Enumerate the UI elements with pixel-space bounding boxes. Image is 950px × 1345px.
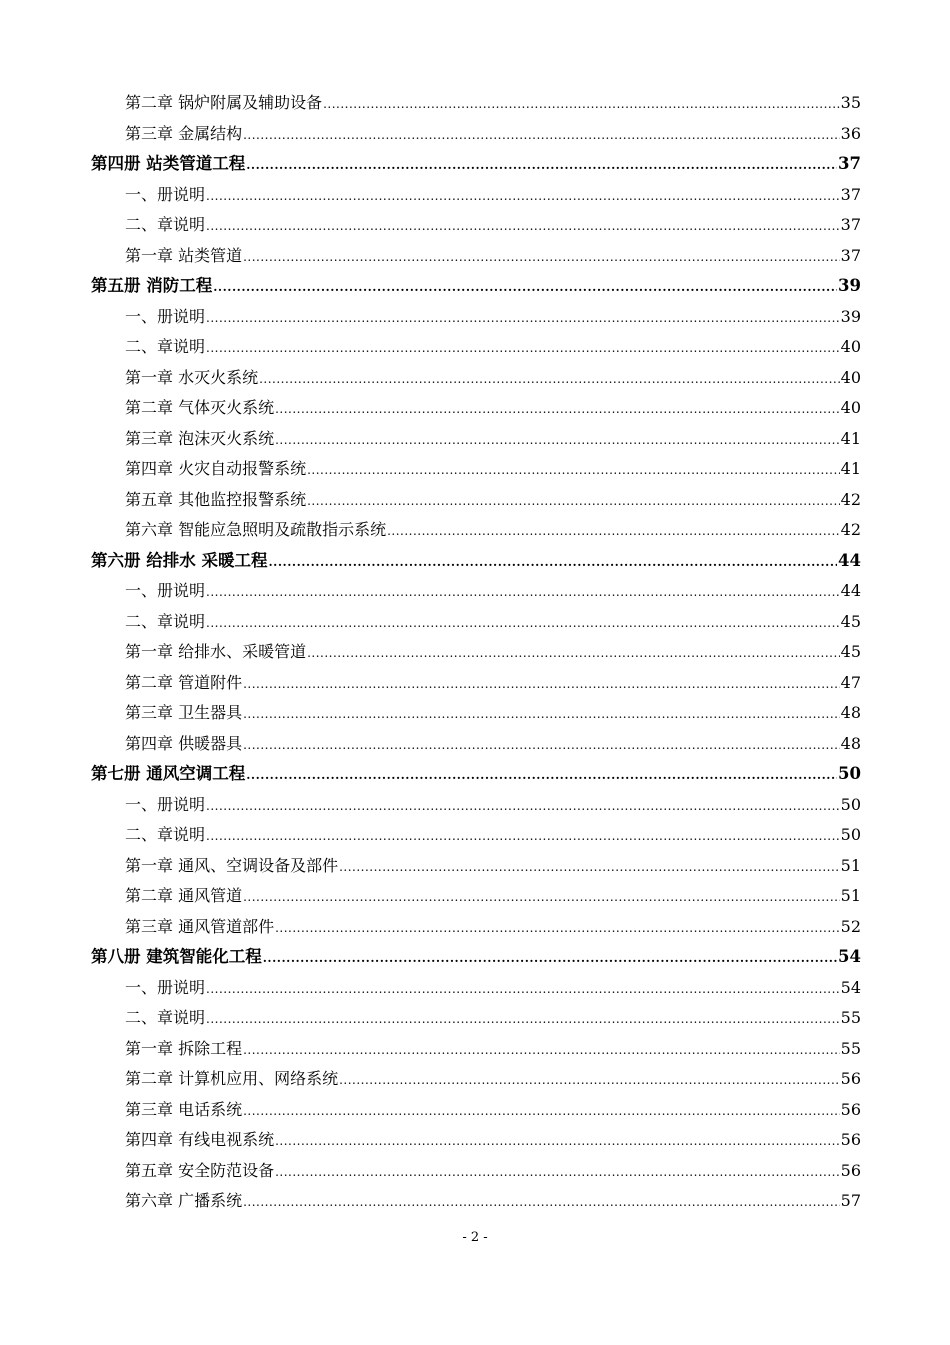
toc-entry-title: 第四章 供暖器具 [125, 733, 243, 753]
toc-dot-leader [246, 150, 837, 181]
toc-chapter-entry[interactable] [0, 729, 861, 760]
toc-chapter-entry[interactable] [0, 1125, 861, 1156]
toc-dot-leader [307, 486, 840, 517]
toc-chapter-entry[interactable] [0, 485, 861, 516]
toc-chapter-entry[interactable] [0, 698, 861, 729]
toc-entry-page: 51 [840, 886, 861, 905]
toc-entry-page: 40 [840, 337, 861, 356]
toc-chapter-entry[interactable] [0, 363, 861, 394]
toc-entry-page: 57 [840, 1191, 861, 1210]
toc-chapter-entry[interactable] [0, 637, 861, 668]
toc-dot-leader [206, 303, 840, 334]
toc-dot-leader [206, 821, 840, 852]
toc-chapter-entry[interactable] [0, 210, 861, 241]
toc-chapter-entry[interactable] [0, 576, 861, 607]
toc-entry-page: 48 [840, 733, 861, 753]
toc-dot-leader [263, 943, 837, 974]
toc-dot-leader [213, 272, 837, 303]
toc-chapter-entry[interactable] [0, 302, 861, 333]
toc-dot-leader [243, 699, 840, 730]
toc-chapter-entry[interactable] [0, 180, 861, 211]
toc-dot-leader [206, 974, 840, 1005]
toc-dot-leader [243, 669, 840, 700]
toc-dot-leader [243, 1187, 840, 1218]
toc-entry-page: 48 [840, 703, 861, 722]
toc-dot-leader [243, 882, 840, 913]
toc-chapter-entry[interactable] [0, 668, 861, 699]
toc-chapter-entry[interactable] [0, 820, 861, 851]
toc-entry-page: 41 [840, 459, 861, 478]
toc-entry-page: 50 [840, 825, 861, 844]
toc-entry-title: 二、章说明 [125, 1008, 206, 1027]
toc-chapter-entry[interactable] [0, 790, 861, 821]
toc-dot-leader [243, 730, 840, 761]
toc-entry-title: 第三章 通风管道部件 [125, 916, 275, 936]
toc-entry-page: 52 [840, 916, 861, 936]
toc-entry-title: 第七册 通风空调工程 [91, 764, 246, 783]
toc-entry-page: 37 [840, 215, 861, 234]
toc-chapter-entry[interactable] [0, 973, 861, 1004]
toc-entry-page: 56 [840, 1069, 861, 1088]
toc-entry-page: 42 [840, 520, 861, 539]
toc-entry-title: 第二章 计算机应用、网络系统 [125, 1069, 339, 1088]
toc-entry-page: 35 [840, 93, 861, 112]
toc-dot-leader [339, 852, 840, 883]
toc-dot-leader [206, 333, 840, 364]
toc-chapter-entry[interactable] [0, 851, 861, 882]
toc-entry-page: 47 [840, 672, 861, 692]
toc-entry-title: 一、册说明 [125, 794, 206, 814]
toc-dot-leader [307, 455, 840, 486]
toc-entry-page: 55 [840, 1008, 861, 1027]
toc-dot-leader [323, 89, 840, 120]
toc-dot-leader [206, 211, 840, 242]
toc-dot-leader [387, 516, 840, 547]
toc-entry-page: 51 [840, 855, 861, 875]
toc-dot-leader [259, 364, 840, 395]
toc-volume-entry[interactable] [0, 271, 861, 302]
toc-dot-leader [243, 1096, 840, 1127]
toc-entry-page: 40 [840, 367, 861, 387]
toc-entry-title: 第六册 给排水 采暖工程 [91, 550, 268, 570]
toc-dot-leader [269, 547, 838, 578]
toc-entry-page: 37 [840, 245, 861, 265]
toc-entry-title: 第一章 拆除工程 [125, 1038, 243, 1058]
toc-entry-page: 56 [840, 1160, 861, 1180]
toc-chapter-entry[interactable] [0, 1186, 861, 1217]
toc-entry-page: 41 [840, 428, 861, 448]
toc-chapter-entry[interactable] [0, 1095, 861, 1126]
toc-entry-title: 第八册 建筑智能化工程 [91, 947, 262, 966]
toc-entry-title: 第五册 消防工程 [91, 276, 213, 295]
toc-entry-page: 40 [840, 398, 861, 417]
toc-dot-leader [206, 1004, 840, 1035]
toc-dot-leader [206, 577, 840, 608]
toc-chapter-entry[interactable] [0, 88, 861, 119]
toc-entry-title: 第三章 卫生器具 [125, 703, 243, 722]
toc-chapter-entry[interactable] [0, 454, 861, 485]
toc-entry-title: 一、册说明 [125, 184, 206, 204]
toc-dot-leader [275, 1157, 840, 1188]
toc-entry-title: 第一章 给排水、采暖管道 [125, 642, 307, 661]
toc-chapter-entry[interactable] [0, 515, 861, 546]
toc-dot-leader [307, 638, 840, 669]
toc-dot-leader [275, 394, 840, 425]
toc-dot-leader [206, 181, 840, 212]
toc-entry-page: 39 [838, 276, 861, 295]
toc-chapter-entry[interactable] [0, 1034, 861, 1065]
toc-volume-entry[interactable] [0, 546, 861, 577]
toc-chapter-entry[interactable] [0, 119, 861, 150]
toc-dot-leader [206, 608, 840, 639]
toc-chapter-entry[interactable] [0, 881, 861, 912]
toc-dot-leader [339, 1065, 840, 1096]
toc-dot-leader [243, 120, 840, 151]
toc-dot-leader [275, 1126, 840, 1157]
toc-chapter-entry[interactable] [0, 1003, 861, 1034]
toc-entry-title: 二、章说明 [125, 825, 206, 844]
toc-entry-title: 第六章 广播系统 [125, 1191, 243, 1210]
toc-entry-title: 第三章 泡沫灭火系统 [125, 428, 275, 448]
toc-entry-title: 二、章说明 [125, 337, 206, 356]
toc-chapter-entry[interactable] [0, 393, 861, 424]
toc-entry-page: 37 [838, 154, 861, 173]
toc-dot-leader [275, 425, 840, 456]
toc-entry-title: 第三章 金属结构 [125, 123, 243, 143]
toc-volume-entry[interactable] [0, 942, 861, 973]
toc-chapter-entry[interactable] [0, 1156, 861, 1187]
toc-entry-title: 第一章 水灭火系统 [125, 367, 259, 387]
toc-entry-title: 第一章 站类管道 [125, 245, 243, 265]
toc-entry-title: 第二章 气体灭火系统 [125, 398, 275, 417]
toc-volume-entry[interactable] [0, 149, 861, 180]
toc-entry-title: 第五章 安全防范设备 [125, 1160, 275, 1180]
toc-dot-leader [243, 242, 840, 273]
toc-entry-title: 一、册说明 [125, 581, 206, 600]
toc-dot-leader [246, 760, 837, 791]
toc-entry-title: 第二章 管道附件 [125, 672, 243, 692]
toc-entry-page: 44 [840, 581, 861, 600]
toc-chapter-entry[interactable] [0, 1064, 861, 1095]
toc-chapter-entry[interactable] [0, 607, 861, 638]
toc-dot-leader [275, 913, 840, 944]
toc-entry-page: 45 [840, 611, 861, 631]
toc-entry-page: 45 [840, 642, 861, 661]
toc-entry-page: 50 [840, 794, 861, 814]
toc-volume-entry[interactable] [0, 759, 861, 790]
toc-chapter-entry[interactable] [0, 912, 861, 943]
toc-entry-page: 54 [840, 977, 861, 997]
page-number: - 2 - [462, 1230, 488, 1245]
toc-entry-page: 56 [840, 1130, 861, 1149]
toc-entry-title: 第六章 智能应急照明及疏散指示系统 [125, 520, 387, 539]
toc-entry-title: 第二章 通风管道 [125, 886, 243, 905]
toc-entry-page: 44 [838, 550, 861, 570]
toc-entry-page: 50 [838, 764, 861, 783]
toc-entry-title: 二、章说明 [125, 611, 206, 631]
toc-entry-page: 36 [840, 123, 861, 143]
toc-entry-title: 第四章 有线电视系统 [125, 1130, 275, 1149]
toc-entry-page: 39 [840, 306, 861, 326]
toc-entry-page: 42 [840, 489, 861, 509]
toc-entry-title: 二、章说明 [125, 215, 206, 234]
toc-chapter-entry[interactable] [0, 332, 861, 363]
toc-entry-title: 第五章 其他监控报警系统 [125, 489, 307, 509]
toc-entry-page: 54 [838, 947, 861, 966]
toc-entry-page: 55 [840, 1038, 861, 1058]
table-of-contents [0, 88, 950, 1217]
toc-entry-page: 56 [840, 1099, 861, 1119]
toc-entry-title: 第三章 电话系统 [125, 1099, 243, 1119]
toc-dot-leader [243, 1035, 840, 1066]
toc-entry-title: 第四章 火灾自动报警系统 [125, 459, 307, 478]
toc-dot-leader [206, 791, 840, 822]
toc-entry-title: 第二章 锅炉附属及辅助设备 [125, 93, 323, 112]
toc-chapter-entry[interactable] [0, 241, 861, 272]
toc-chapter-entry[interactable] [0, 424, 861, 455]
toc-entry-page: 37 [840, 184, 861, 204]
toc-entry-title: 一、册说明 [125, 977, 206, 997]
toc-entry-title: 第四册 站类管道工程 [91, 154, 246, 173]
toc-entry-title: 一、册说明 [125, 306, 206, 326]
toc-entry-title: 第一章 通风、空调设备及部件 [125, 855, 339, 875]
